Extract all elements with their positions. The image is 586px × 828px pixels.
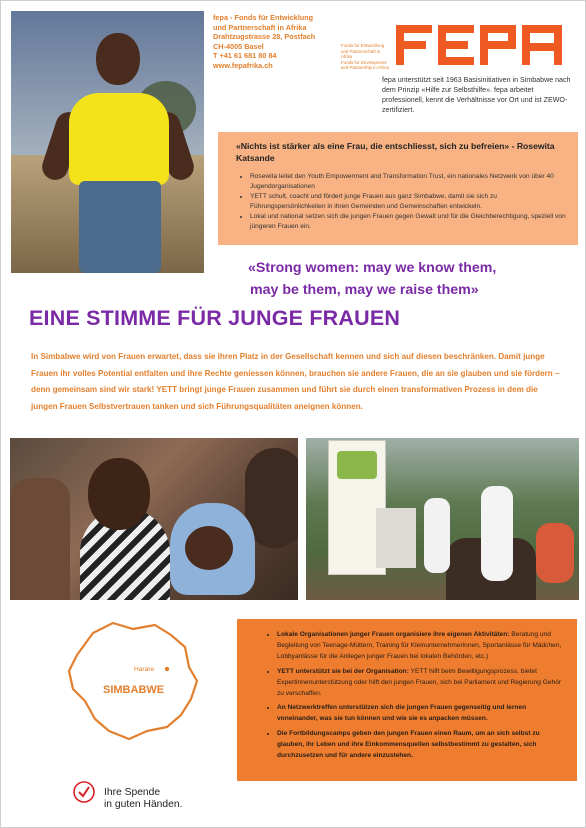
activity-lead: An Netzwerktreffen unterstützen sich die jungen Frauen gegenseitig und lernen voneinander, was sie tun können und wie sie es anpacken müssen. bbox=[277, 704, 527, 723]
activities-box bbox=[237, 619, 577, 781]
photo-workshop-outdoors bbox=[306, 438, 579, 600]
contact-line: fepa - Fonds für Entwicklung bbox=[213, 13, 314, 22]
contact-website: www.fepafrika.ch bbox=[213, 60, 273, 70]
zimbabwe-map-outline bbox=[63, 619, 203, 743]
zewo-line: Ihre Spende bbox=[104, 787, 161, 798]
activity-item bbox=[277, 666, 567, 700]
zewo-slogan bbox=[104, 787, 182, 811]
photo-young-woman-yellow-shirt bbox=[11, 11, 204, 273]
quote-box bbox=[218, 132, 578, 245]
logo-tagline-line: Fonds for Development bbox=[341, 59, 387, 65]
activity-lead: Lokale Organisationen junger Frauen organisiere ihre eigenen Aktivitäten: bbox=[277, 631, 510, 638]
contact-address bbox=[213, 13, 343, 71]
contact-line: Drahtzugstrasse 28, Postfach bbox=[213, 32, 316, 42]
contact-line: und Partnerschaft in Afrika bbox=[213, 22, 307, 32]
logo-tagline-line: und Partnerschaft in Afrika bbox=[341, 48, 381, 60]
map-city-label: Harare bbox=[134, 666, 155, 673]
quote-bullet: • YETT schult, coacht und fördert junge Frauen aus ganz Simbabwe, damit sie sich zu Führungspersönlichkeiten in ihren Gemeinden und Gemeinschaften entwickeln. bbox=[250, 192, 568, 211]
contact-line: CH-4005 Basel bbox=[213, 41, 264, 51]
quote-bullets bbox=[236, 172, 568, 232]
quote-title: «Nichts ist stärker als eine Frau, die entschliesst, sich zu befreien» - Rosewita Katsande bbox=[236, 141, 555, 163]
quote-bullet: • Lokal und national setzen sich die jungen Frauen gegen Gewalt und für die Gleichberechtigung, speziell von jüngeren Frauen ein. bbox=[250, 212, 568, 231]
activities-list bbox=[267, 629, 567, 761]
activity-lead: YETT unterstützt sie bei der Organisation: bbox=[277, 667, 409, 675]
fepa-logo bbox=[396, 23, 566, 67]
activity-text: YETT hilft beim Bewilligungsprozess, bietet Expertinnenunterstützung oder hilft den jungen Frauen, sich bei Parliament und Regierung Gehör zu verschaffen. bbox=[277, 667, 562, 698]
fepa-logo-mark bbox=[396, 23, 566, 67]
intro-paragraph: In Simbabwe wird von Frauen erwartet, dass sie ihren Platz in der Gesellschaft kennen und sich auf diesen beschränken. Damit junge Frauen ihr volles Potential entfalten und ihre Rechte geniessen können, brauchen sie andere Frauen, die an sie glauben und sie fördern – denn gemeinsam sind wir stark! YETT bringt junge Frauen zusammen und führt sie durch einen transformativen Prozess in dem die jungen Frauen Selbstvertrauen tanken und sich Führungsqualitäten aneignen können. bbox=[31, 352, 560, 411]
slogan bbox=[248, 257, 578, 301]
photo-women-with-baby bbox=[10, 438, 298, 600]
logo-tagline bbox=[341, 43, 391, 71]
slogan-line: «Strong women: may we know them, bbox=[248, 260, 497, 276]
logo-tagline-line: and Partnership in Africa bbox=[341, 65, 389, 71]
quote-bullet: • Rosewita leitet den Youth Empowerment and Transformation Trust, ein nationales Netzwerk von über 40 Jugendorganisationen bbox=[250, 172, 568, 191]
logo-tagline-line: Fonds für Entwicklung bbox=[341, 43, 385, 48]
activity-lead: Die Fortbildungscamps geben den jungen Frauen einen Raum, um an sich selbst zu glauben, ihr Leben und ihre Einkommensquellen selbstbestimmt zu gestalten, sich durchzusetzen und für andere einzustehen. bbox=[277, 729, 540, 760]
map-country-label: SIMBABWE bbox=[103, 684, 165, 696]
zewo-seal-icon bbox=[73, 781, 95, 803]
zewo-line: in guten Händen. bbox=[104, 799, 183, 810]
slogan-line: may be them, may we raise them» bbox=[250, 282, 479, 298]
about-fepa-text: fepa unterstützt seit 1963 Basisinitiativen in Simbabwe nach dem Prinzip «Hilfe zur Selbsthilfe». fepa arbeitet professionell, kennt die Verhältnisse vor Ort und ist ZEWO-zertifiziert. bbox=[382, 76, 571, 114]
contact-line: T +41 61 681 80 84 bbox=[213, 51, 277, 61]
page-headline: EINE STIMME FÜR JUNGE FRAUEN bbox=[29, 306, 401, 330]
activity-item bbox=[277, 629, 567, 663]
activity-item bbox=[277, 702, 567, 724]
activity-text: Beratung und Begleitung von Teenage-Müttern, Training für Kleinunternehmerinnen, Sportanlässe für Mädchen, Lobbyanlässe für die Anliegen junger Frauen bei lokalen Behörden, etc.) bbox=[277, 631, 562, 661]
activity-item bbox=[277, 728, 567, 762]
